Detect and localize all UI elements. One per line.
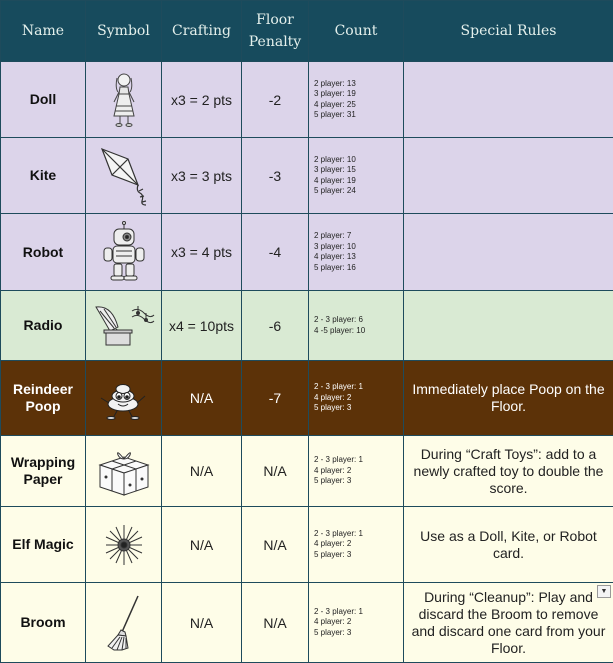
header-floor-penalty: Floor Penalty <box>242 1 309 62</box>
card-name: Radio <box>1 291 86 361</box>
header-row <box>1 1 613 62</box>
count-list: 2 player: 10 3 player: 15 4 player: 19 5 player: 24 <box>309 138 404 214</box>
crafting-value: N/A <box>162 583 242 663</box>
count-list: 2 - 3 player: 6 4 -5 player: 10 <box>309 291 404 361</box>
floor-penalty-value: -3 <box>242 138 309 214</box>
special-rules: Immediately place Poop on the Floor. <box>404 361 613 436</box>
cell-dropdown-icon[interactable]: ▼ <box>597 585 611 598</box>
poop-icon <box>95 376 153 420</box>
special-rules <box>404 291 613 361</box>
count-list: 2 - 3 player: 1 4 player: 2 5 player: 3 <box>309 507 404 583</box>
crafting-value: x4 = 10pts <box>162 291 242 361</box>
sparkle-burst-icon <box>102 521 146 569</box>
floor-penalty-value: -4 <box>242 214 309 291</box>
floor-penalty-value: -7 <box>242 361 309 436</box>
special-rules <box>404 214 613 291</box>
crafting-value: N/A <box>162 361 242 436</box>
row-robot <box>1 214 613 291</box>
special-rules: ▼ During “Cleanup”: Play and discard the Broom to remove and discard one card from your Floor. <box>404 583 613 663</box>
crafting-value: x3 = 3 pts <box>162 138 242 214</box>
row-reindeer-poop <box>1 361 613 436</box>
header-symbol: Symbol <box>86 1 162 62</box>
row-radio <box>1 291 613 361</box>
card-name: Kite <box>1 138 86 214</box>
crafting-value: N/A <box>162 507 242 583</box>
card-name: Doll <box>1 62 86 138</box>
gift-box-icon <box>94 445 154 497</box>
floor-penalty-value: N/A <box>242 583 309 663</box>
floor-penalty-value: N/A <box>242 507 309 583</box>
card-name: Reindeer Poop <box>1 361 86 436</box>
card-name: Robot <box>1 214 86 291</box>
count-list: 2 player: 7 3 player: 10 4 player: 13 5 player: 16 <box>309 214 404 291</box>
count-list: 2 - 3 player: 1 4 player: 2 5 player: 3 <box>309 361 404 436</box>
header-name: Name <box>1 1 86 62</box>
kite-icon <box>94 145 154 207</box>
crafting-value: x3 = 4 pts <box>162 214 242 291</box>
row-broom <box>1 583 613 663</box>
header-count: Count <box>309 1 404 62</box>
count-list: 2 - 3 player: 1 4 player: 2 5 player: 3 <box>309 583 404 663</box>
gramophone-icon <box>92 301 156 351</box>
special-rules: During “Craft Toys”: add to a newly crafted toy to double the score. <box>404 436 613 507</box>
floor-penalty-value: -2 <box>242 62 309 138</box>
row-wrapping-paper <box>1 436 613 507</box>
crafting-value: N/A <box>162 436 242 507</box>
header-special-rules: Special Rules <box>404 1 613 62</box>
special-rules: Use as a Doll, Kite, or Robot card. <box>404 507 613 583</box>
crafting-value: x3 = 2 pts <box>162 62 242 138</box>
row-elf-magic <box>1 507 613 583</box>
card-name: Broom <box>1 583 86 663</box>
count-list: 2 - 3 player: 1 4 player: 2 5 player: 3 <box>309 436 404 507</box>
row-kite <box>1 138 613 214</box>
row-doll <box>1 62 613 138</box>
special-rules <box>404 138 613 214</box>
card-name: Wrapping Paper <box>1 436 86 507</box>
doll-icon <box>109 70 139 130</box>
card-name: Elf Magic <box>1 507 86 583</box>
broom-icon <box>104 594 144 652</box>
header-crafting: Crafting <box>162 1 242 62</box>
robot-icon <box>99 221 149 283</box>
floor-penalty-value: N/A <box>242 436 309 507</box>
special-rules <box>404 62 613 138</box>
floor-penalty-value: -6 <box>242 291 309 361</box>
count-list: 2 player: 13 3 player: 19 4 player: 25 5 player: 31 <box>309 62 404 138</box>
